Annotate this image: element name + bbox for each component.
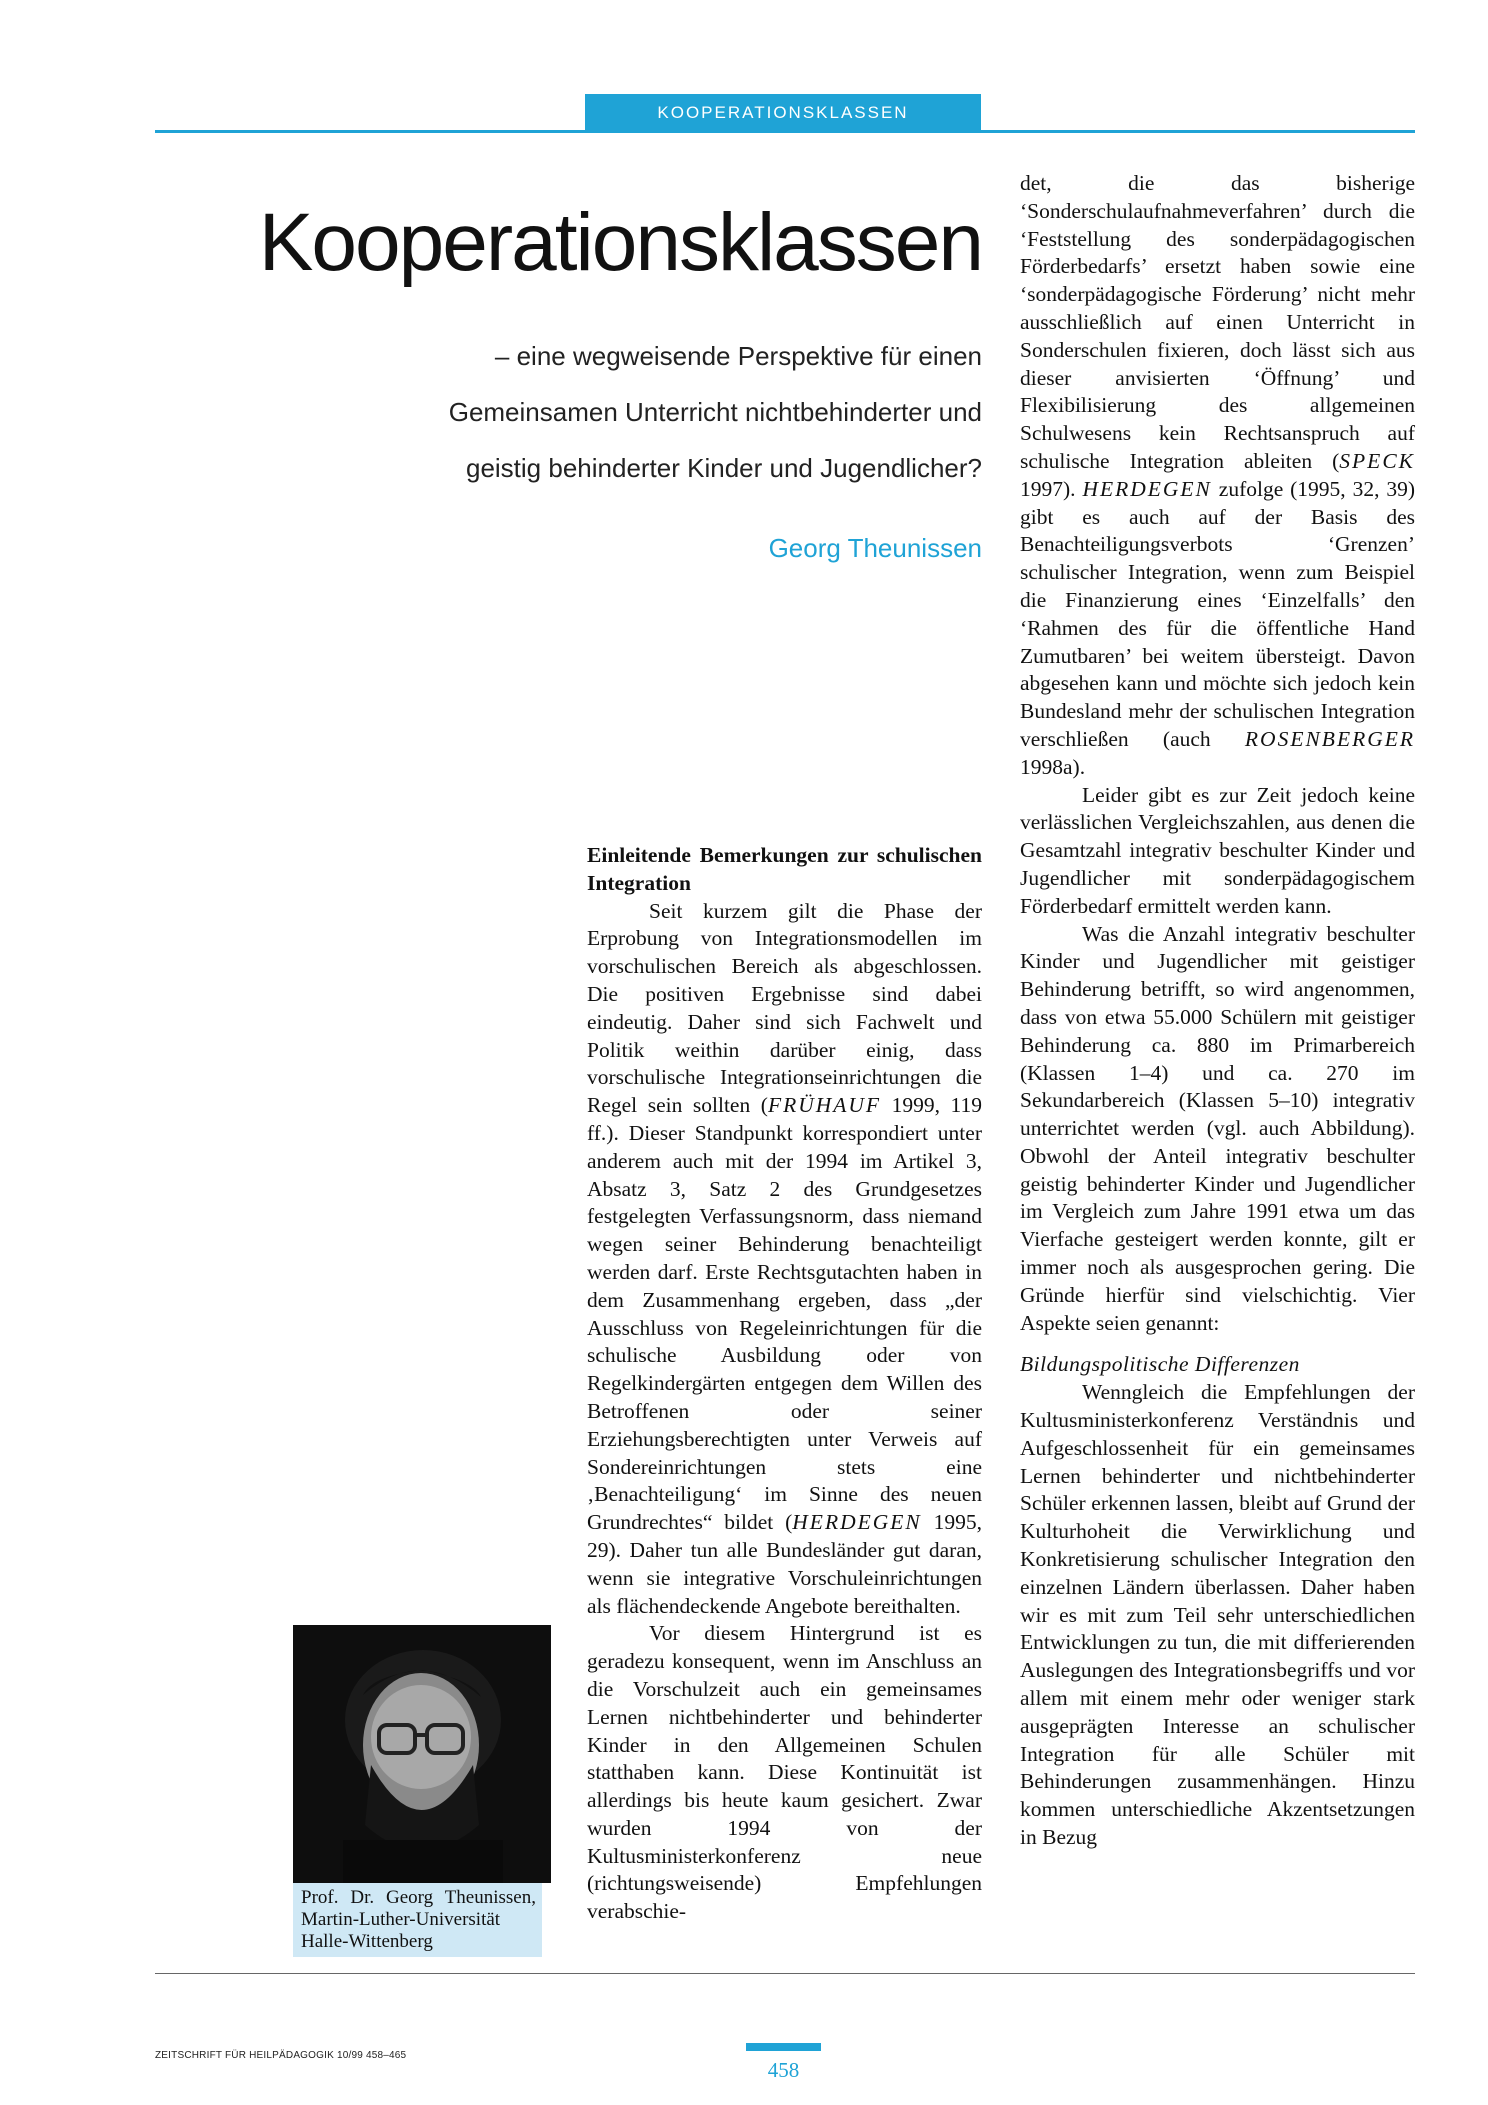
article-author: Georg Theunissen — [768, 533, 982, 563]
footer-rule — [155, 1973, 1415, 1974]
paragraph: det, die das bisherige ‘Sonderschulaufnahmeverfahren’ durch die ‘Feststellung des sonderpädagogischen Förderbedarfs’ ersetzt haben sowie eine ‘sonderpädagogische Förderung’ nicht mehr ausschließlich auf einen Unterricht in Sonderschulen fixieren, doch lässt sich aus dieser anvisierten ‘Öffnung’ und Flexibilisierung des allgemeinen Schulwesens kein Rechtsanspruch auf schulische Integration ableiten (SPECK 1997). HERDEGEN zufolge (1995, 32, 39) gibt es auch auf der Basis des Benachteiligungsverbots ‘Grenzen’ schulischer Integration, wenn zum Beispiel die Finanzierung eines ‘Einzelfalls’ den ‘Rahmen des für die öffentliche Hand Zumutbaren’ bei weitem übersteigt. Davon abgesehen kann und möchte sich jedoch kein Bundesland mehr der schulischen Integration verschließen (auch ROSENBERGER 1998a). — [1020, 171, 1415, 779]
photo-caption: Prof. Dr. Georg Theunissen, Martin-Luther-Universität Halle-Wittenberg — [293, 1883, 542, 1957]
paragraph: Leider gibt es zur Zeit jedoch keine verlässlichen Vergleichszahlen, aus denen die Gesamtzahl integrativ beschulter Kinder und Jugendlicher mit sonderpädagogischem Förderbedarf ermittelt werden kann. — [1020, 782, 1415, 918]
text-column-middle — [587, 842, 982, 1926]
page-number: 458 — [767, 2058, 800, 2082]
paragraph: Seit kurzem gilt die Phase der Erprobung von Integrationsmodellen im vorschulischen Bereich als abgeschlossen. Die positiven Ergebnisse sind dabei eindeutig. Daher sind sich Fachwelt und Politik weithin darüber einig, dass vorschulische Integrationseinrichtungen die Regel sein sollten (FRÜHAUF 1999, 119 ff.). Dieser Standpunkt korrespondiert unter anderem auch mit der 1994 im Artikel 3, Absatz 3, Satz 2 des Grundgesetzes festgelegten Verfassungsnorm, dass niemand wegen seiner Behinderung benachteiligt werden darf. Erste Rechtsgutachten haben in dem Zusammenhang ergeben, dass „der Ausschluss von Regeleinrichtungen für die schulische Ausbildung oder von Regelkindergärten entgegen dem Willen des Betroffenen oder seiner Erziehungsberechtigten unter Verweis auf Sondereinrichtungen stets eine ‚Benachteiligung‘ im Sinne des neuen Grundrechtes“ bildet (HERDEGEN 1995, 29). Daher tun alle Bundesländer gut daran, wenn sie integrative Vorschuleinrichtungen als flächendeckende Angebote bereithalten. — [587, 898, 983, 1618]
citation-author: HERDEGEN — [1082, 476, 1212, 501]
article-title: Kooperationsklassen — [258, 197, 982, 288]
section-heading: Einleitende Bemerkungen zur schulischen Integration — [587, 843, 982, 895]
text-column-right — [1020, 170, 1415, 1852]
citation-author: HERDEGEN — [792, 1510, 922, 1535]
subsection-heading: Bildungspolitische Differenzen — [1020, 1352, 1300, 1377]
subtitle-line: – eine wegweisende Perspektive für einen — [494, 341, 982, 371]
citation-author: ROSENBERGER — [1244, 726, 1415, 751]
section-label: KOOPERATIONSKLASSEN — [657, 102, 909, 122]
paragraph: Wenngleich die Empfehlungen der Kultusministerkonferenz Verständnis und Aufgeschlossenheit für ein gemeinsames Lernen behinderter und nichtbehinderter Schüler erkennen lassen, bleibt auf Grund der Kulturhoheit die Verwirklichung und Konkretisierung schulischer Integration den einzelnen Ländern überlassen. Daher haben wir es mit zum Teil sehr unterschiedlichen Entwicklungen zu tun, die mit differierenden Auslegungen des Integrationsbegriffs und vor allem mit einem mehr oder weniger stark ausgeprägten Interesse an schulischer Integration für alle Schüler mit Behinderungen zusammenhängen. Hinzu kommen unterschiedliche Akzentsetzungen in Bezug — [1020, 1380, 1415, 1850]
subtitle-line: geistig behinderter Kinder und Jugendlicher? — [465, 453, 982, 483]
header-rule — [155, 130, 1415, 133]
paragraph: Vor diesem Hintergrund ist es geradezu konsequent, wenn im Anschluss an die Vorschulzeit auch ein gemeinsames Lernen nichtbehinderter und behinderter Kinder in den Allgemeinen Schulen statthaben kann. Diese Kontinuität ist allerdings bis heute kaum gesichert. Zwar wurden 1994 von der Kultusministerkonferenz neue (richtungsweisende) Empfehlungen verabschie- — [587, 1621, 982, 1924]
section-header-tab — [585, 94, 981, 131]
footer-source: ZEITSCHRIFT FÜR HEILPÄDAGOGIK 10/99 458–465 — [155, 2050, 407, 2061]
article-subtitle — [300, 328, 982, 496]
citation-author: FRÜHAUF — [767, 1093, 882, 1118]
page-number-bar — [746, 2043, 821, 2051]
subtitle-line: Gemeinsamen Unterricht nichtbehinderter und — [448, 397, 982, 427]
citation-author: SPECK — [1339, 448, 1415, 473]
author-photo — [293, 1625, 551, 1883]
paragraph: Was die Anzahl integrativ beschulter Kinder und Jugendlicher mit geistiger Behinderung betrifft, so wird angenommen, dass von etwa 55.000 Schülern mit geistiger Behinderung ca. 880 im Primarbereich (Klassen 1–4) und ca. 270 im Sekundarbereich (Klassen 5–10) integrativ unterrichtet werden (vgl. auch Abbildung). Obwohl der Anteil integrativ beschulter geistig behinderter Kinder und Jugendlicher im Vergleich zum Jahre 1991 etwa um das Vierfache gesteigert werden konnte, gilt er immer noch als ausgesprochen gering. Die Gründe hierfür sind vielschichtig. Vier Aspekte seien genannt: — [1020, 921, 1415, 1335]
